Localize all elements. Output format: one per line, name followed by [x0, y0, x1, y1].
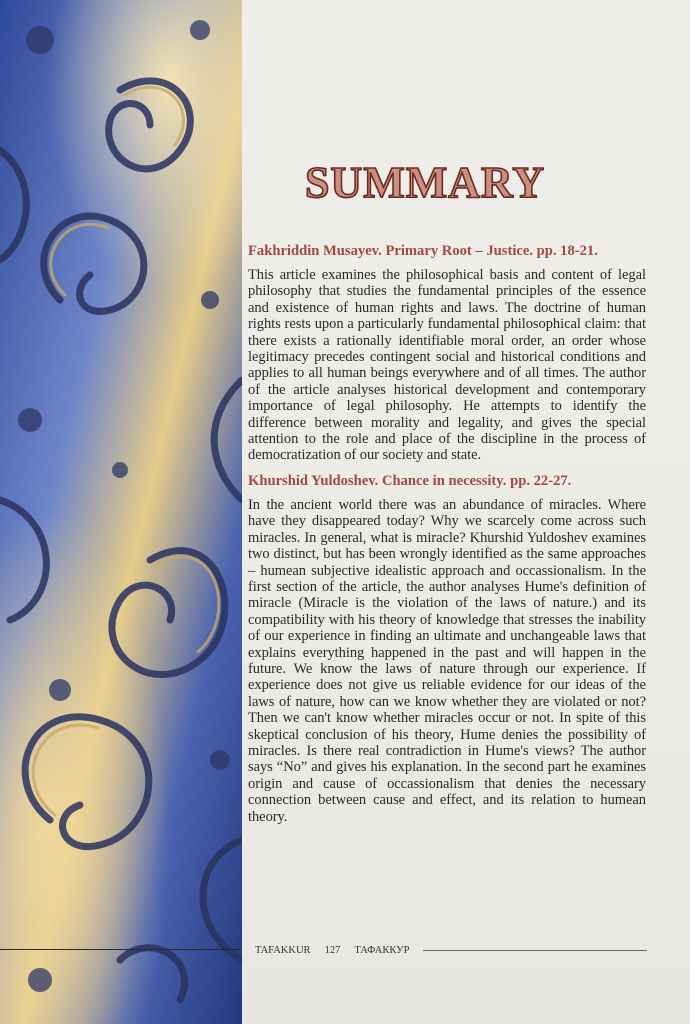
- fractal-spiral-art-icon: [0, 0, 242, 1024]
- article-summary-2: [248, 472, 646, 825]
- article-body: This article examines the philosophical basis and content of legal philosophy that studies the fundamental principles of the essence and existence of human rights and laws. The doctrine of human rights rests upon a particularly fundamental philosophical claim: that there exists a rationally identifiable moral order, an order whose legitimacy precedes contingent social and historical conditions and applies to all human beings everywhere and of all times. The author of the article analyses historical development and contemporary importance of legal philosophy. He attempts to identify the difference between morality and legality, and gives the special attention to the role and place of the discipline in the process of democratization of our society and state.: [248, 267, 646, 464]
- footer-journal-latin: TAFAKKUR: [255, 944, 311, 956]
- footer-journal-cyrillic: ТАФАККУР: [354, 944, 410, 956]
- article-body: In the ancient world there was an abundance of miracles. Where have they disappeared today? Why we scarcely come across such miracles. In general, what is miracle? Khurshid Yuldoshev examines two distinct, but has been wrongly identified as the same approaches – humean subjective idealistic approach and occassionalism. In the first section of the article, the author analyses Hume's definition of miracle (Miracle is the violation of the laws of nature.) and its compatibility with his theory of knowledge that stresses the inability of our experience in finding an ultimate and unchangeable laws that explains everything happened in the past and will happen in the future. We know the laws of nature through our experience. If experience does not give us reliable evidence for our ideas of the laws of nature, how can we know whether they are violated or not? Then we can't know whether miracles occur or not. In spite of this skeptical conclusion of his theory, Hume denies the possibility of miracles. Is there real contradiction in Hume's views? The author says “No” and gives his explanation. In the second part he examines origin and cause of occassionalism that denies the necessary connection between cause and effect, and its relation to humean theory.: [248, 496, 646, 825]
- footer-rule-left: [0, 949, 248, 950]
- summary-title: [290, 155, 560, 207]
- footer-rule: [423, 950, 647, 951]
- footer-page-number: 127: [324, 944, 341, 956]
- article-summary-1: [248, 242, 646, 464]
- page-footer: [255, 942, 647, 958]
- article-heading: Fakhriddin Musayev. Primary Root – Justice. pp. 18-21.: [248, 243, 598, 259]
- fractal-artwork: [0, 0, 242, 1024]
- summary-title-text: SUMMARY: [304, 158, 546, 207]
- article-summaries: [248, 242, 646, 833]
- article-heading: Khurshid Yuldoshev. Chance in necessity. pp. 22-27.: [248, 472, 572, 489]
